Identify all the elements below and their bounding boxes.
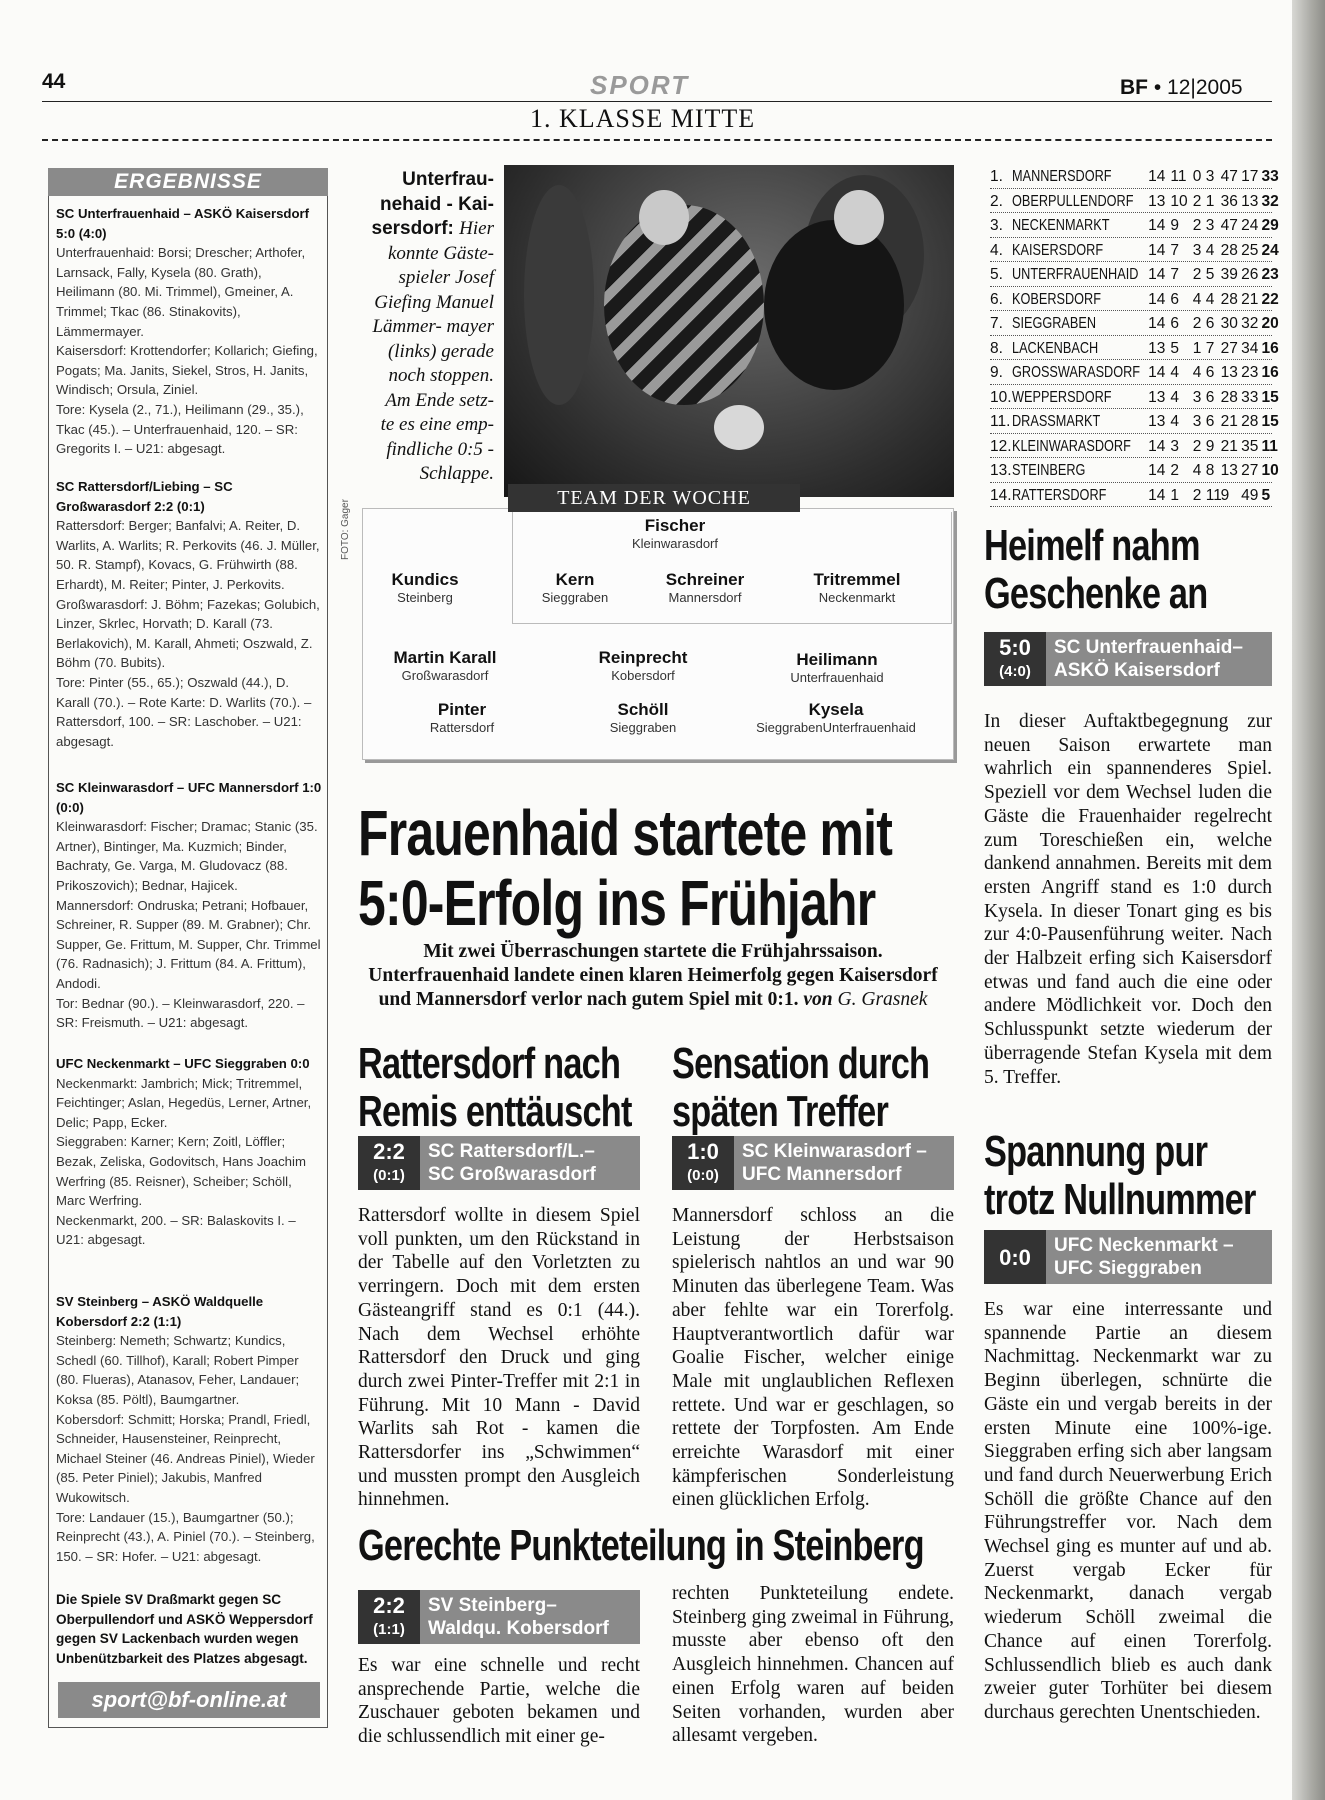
table-row [990, 262, 1279, 287]
halftime-score: (1:1) [373, 1621, 405, 1638]
lead-paragraph: Mit zwei Überraschungen startete die Frühjahrssaison. Unterfrauenhaid landete einen klaren Heimerfolg gegen Kaisersdorf und Mannersdorf verlor nach gutem Spiel mit 0:1. von G. Grasnek [368, 941, 938, 1010]
article-text-continued: rechten Punkteteilung endete. Steinberg ging zweimal in Führung, musste aber ebenso oft den Ausgleich hinnehmen. Chancen auf einen Erfolg waren auf beiden Seiten vorhanden, wurden aber allesamt vergeben. [672, 1583, 954, 1747]
article-headline: Heimelf nahm Geschenke an [984, 521, 1208, 618]
table-cell-team: UNTERFRAUENHAID [1012, 266, 1139, 283]
header-rule [42, 101, 1272, 102]
table-cell-gf: 36 [1220, 192, 1238, 210]
result-heading: SV Steinberg – ASKÖ Waldquelle Kobersdorf 2:2 (1:1) [56, 1294, 264, 1329]
table-cell-ga: 35 [1241, 437, 1259, 455]
score-bar [358, 1136, 640, 1190]
table-cell-g: 14 [1148, 437, 1166, 455]
football [714, 405, 764, 450]
table-cell-g: 14 [1148, 217, 1166, 234]
team-player: Schöll Sieggraben [609, 700, 677, 735]
halftime-score: (4:0) [999, 663, 1031, 680]
table-cell-d: 4 [1192, 462, 1202, 479]
issue-number: 12 [1167, 76, 1191, 99]
result-heading: SC Rattersdorf/Liebing – SC Großwarasdorf 2:2 (0:1) [56, 479, 233, 514]
table-row [990, 164, 1279, 189]
table-cell-ga: 49 [1241, 486, 1259, 504]
table-cell-pts: 32 [1261, 192, 1279, 210]
table-cell-team: STEINBERG [1012, 462, 1086, 479]
table-cell-d: 3 [1192, 388, 1202, 406]
match-teams: SC Kleinwarasdorf – UFC Mannersdorf [742, 1141, 927, 1185]
article-text: Es war eine interressante und spannende Partie an diesem Nachmittag. Neckenmarkt war zu Beginn überlegen, schnürte die Gäste ein und vergab bereits in der ersten Minute eine 100%-ige. Sieggraben erfing sich aber langsam und fand durch Neuerwerbung Erich Schöll die größte Chance auf den Führungstreffer vor. Nach dem Wechsel ging es munter auf und ab. Zuerst vergab Ecker für Neckenmarkt, danach vergab wiederum Schöll zweimal die Chance auf einen Torerfolg. Schlussendlich blieb es auch dank zweier guter Torhüter bei diesem durchaus gerechten Unentschieden. [984, 1299, 1272, 1723]
table-cell-w: 11 [1170, 168, 1187, 185]
team-player: Reinprecht Kobersdorf [598, 648, 688, 683]
table-cell-rank: 1. [990, 168, 1003, 185]
result-line: Kobersdorf: Schmitt; Horska; Prandl, Friedl, Schneider, Hausensteiner, Reinprecht, Michael Steiner (46. Andreas Piniel), Wieder (85. Peter Piniel); Jakubis, Manfred Wukowitsch. [56, 1411, 315, 1505]
league-subtitle: 1. KLASSE MITTE [530, 104, 756, 133]
result-line: Tor: Bednar (90.). – Kleinwarasdorf, 220. – SR: Freismuth. – U21: abgesagt. [56, 995, 305, 1031]
table-cell-team: LACKENBACH [1012, 339, 1099, 357]
player-dark-shirt [764, 220, 904, 390]
table-cell-w: 5 [1170, 339, 1180, 357]
table-cell-d: 1 [1192, 339, 1202, 357]
team-player: Tritremmel Neckenmarkt [813, 570, 901, 605]
article-text: In dieser Auftaktbegegnung zur neuen Saison erwartete man wahrlich ein spannenderes Spiel. Speziell vor dem Wechsel luden die Gäste die Frauenhaider regelrecht zum Toreschießen ein, welche dankend annahmen. Bereits mit dem ersten Angriff stand es 1:0 durch Kysela. In dieser Tonart ging es bis zur 4:0-Pausenführung weiter. Nach der Halbzeit erfing sich Kaisersdorf etwas und fand auch die eine oder andere Mödlichkeit vor. Doch den Schlusspunkt setzte wiederum der überragende Stefan Kysela mit dem 5. Treffer. [984, 711, 1272, 1088]
table-cell-d: 4 [1192, 364, 1202, 381]
player-head [834, 190, 884, 245]
table-cell-w: 3 [1170, 437, 1180, 455]
result-line: Neckenmarkt: Jambrich; Mick; Tritremmel, Feichtinger; Aslan, Hegedüs, Lerner, Artner, Delic; Papp, Ecker. [56, 1075, 312, 1130]
match-photo [504, 165, 954, 497]
page-fold-edge [1292, 0, 1325, 1800]
email-link[interactable]: sport@bf-online.at [58, 1682, 320, 1718]
table-cell-gf: 13 [1220, 364, 1238, 381]
table-cell-l: 6 [1205, 364, 1215, 381]
table-cell-l: 11 [1205, 486, 1222, 504]
player-head [639, 190, 689, 245]
table-cell-gf: 21 [1220, 437, 1238, 455]
table-row [990, 434, 1278, 459]
result-line: Kaisersdorf: Krottendorfer; Kollarich; Giefing, Pogats; Ma. Janits, Siekel, Stros, H. Janits, Windisch; Orsula, Ziniel. [56, 343, 318, 398]
table-cell-w: 6 [1170, 290, 1180, 308]
result-block [56, 477, 322, 751]
table-cell-rank: 7. [990, 315, 1003, 332]
header-dashed-rule [42, 139, 1272, 141]
table-cell-pts: 10 [1261, 462, 1279, 479]
table-cell-d: 2 [1192, 437, 1202, 455]
table-cell-ga: 21 [1241, 290, 1259, 308]
result-line: Neckenmarkt, 200. – SR: Balaskovits I. – U21: abgesagt. [56, 1212, 296, 1248]
photo-caption [368, 168, 494, 487]
table-cell-w: 2 [1170, 462, 1180, 479]
table-cell-d: 2 [1192, 192, 1202, 210]
byline-author: G. Grasnek [837, 989, 928, 1010]
match-teams: SC Rattersdorf/L.– SC Großwarasdorf [428, 1141, 596, 1185]
team-player: Pinter Rattersdorf [429, 700, 495, 735]
table-cell-pts: 16 [1261, 364, 1279, 381]
team-of-week-title: TEAM DER WOCHE [508, 484, 800, 512]
table-cell-gf: 27 [1220, 339, 1238, 357]
table-cell-l: 4 [1205, 290, 1215, 308]
table-cell-pts: 5 [1261, 486, 1271, 504]
table-cell-d: 2 [1192, 266, 1202, 283]
table-cell-gf: 28 [1220, 290, 1238, 308]
table-cell-l: 6 [1205, 388, 1215, 406]
table-cell-l: 5 [1205, 266, 1215, 283]
table-cell-l: 4 [1205, 241, 1215, 259]
score: 1:0 [687, 1139, 719, 1164]
table-cell-d: 0 [1192, 168, 1202, 185]
table-cell-ga: 25 [1241, 241, 1259, 259]
table-cell-team: KAISERSDORF [1012, 241, 1104, 259]
main-headline: Frauenhaid startete mit 5:0-Erfolg ins Frühjahr [358, 797, 893, 939]
result-line: Rattersdorf: Berger; Banfalvi; A. Reiter, D. Warlits, A. Warlits; R. Perkovits (46. J. Müller, 50. R. Stampf), Kovacs, G. Frühwirth (88. Erhardt), M. Reiter; Pinter, J. Perkovits. [56, 518, 320, 592]
table-cell-gf: 13 [1220, 462, 1238, 479]
team-player: Martin Karall Großwarasdorf [393, 648, 497, 683]
table-cell-g: 14 [1148, 486, 1166, 504]
table-cell-gf: 47 [1220, 168, 1238, 185]
result-block [56, 778, 322, 1033]
result-line: Kleinwarasdorf: Fischer; Dramac; Stanic (35. Artner), Bintinger, Ma. Kuzmich; Binder, Bachraty, Ge. Varga, M. Gludovacz (88. Prikoszovich); Bednar, Hajicek. [56, 819, 318, 893]
table-cell-pts: 23 [1261, 266, 1279, 283]
table-cell-l: 6 [1205, 315, 1215, 332]
page-number: 44 [42, 70, 66, 93]
table-cell-d: 4 [1192, 290, 1202, 308]
table-cell-team: NECKENMARKT [1012, 217, 1110, 234]
table-row [990, 336, 1279, 361]
table-cell-rank: 8. [990, 339, 1003, 357]
team-player: Kern Sieggraben [541, 570, 609, 605]
table-cell-g: 14 [1148, 315, 1166, 332]
table-cell-g: 13 [1148, 339, 1166, 357]
player-striped-shirt [604, 205, 764, 405]
table-cell-gf: 47 [1220, 217, 1238, 234]
table-cell-rank: 14. [990, 486, 1012, 504]
table-cell-team: RATTERSDORF [1012, 486, 1107, 504]
table-cell-team: KLEINWARASDORF [1012, 437, 1132, 455]
score: 2:2 [373, 1593, 405, 1618]
score-bar [984, 632, 1272, 686]
table-cell-ga: 32 [1241, 315, 1259, 332]
team-player: Fischer Kleinwarasdorf [632, 516, 718, 551]
table-row [990, 385, 1279, 410]
article-headline: Spannung pur trotz Nullnummer [984, 1127, 1256, 1224]
table-cell-rank: 4. [990, 241, 1003, 259]
score-bar [358, 1590, 640, 1644]
match-teams: SV Steinberg– Waldqu. Kobersdorf [428, 1595, 609, 1639]
caption-text: Hier konnte Gäste- spieler Josef Giefing Manuel Lämmer- mayer (links) gerade noch stoppen. Am Ende setz- te es eine emp- findliche 0:5 - Schlappe. [372, 218, 494, 484]
table-row [990, 458, 1279, 483]
table-cell-pts: 24 [1261, 241, 1279, 259]
table-cell-d: 2 [1192, 217, 1202, 234]
article-headline: Sensation durch späten Treffer [672, 1039, 930, 1136]
team-player: Kundics Steinberg [391, 570, 459, 605]
result-line: Unterfrauenhaid: Borsi; Drescher; Arthofer, Larnsack, Fally, Kysela (80. Grath), Heilimann (80. Mi. Trimmel), Gmeiner, A. Trimmel; Tkac (86. Stinakovits), Lämmermayer. [56, 245, 306, 339]
table-cell-g: 14 [1148, 168, 1166, 185]
table-cell-ga: 23 [1241, 364, 1259, 381]
halftime-score: (0:0) [687, 1167, 719, 1184]
table-row [990, 409, 1279, 434]
issue-label: BF • 12|2005 [1120, 76, 1243, 99]
table-cell-w: 7 [1170, 241, 1180, 259]
table-cell-team: OBERPULLENDORF [1012, 192, 1134, 210]
section-title: SPORT [590, 70, 690, 100]
table-cell-g: 13 [1148, 192, 1166, 210]
league-table [990, 164, 1279, 507]
table-cell-ga: 27 [1241, 462, 1259, 479]
table-cell-team: KOBERSDORF [1012, 290, 1102, 308]
table-cell-ga: 28 [1241, 413, 1259, 430]
table-cell-g: 14 [1148, 364, 1166, 381]
table-row [990, 189, 1279, 214]
issue-year: 2005 [1195, 76, 1243, 99]
table-cell-w: 10 [1170, 192, 1188, 210]
cancellation-note: Die Spiele SV Draßmarkt gegen SC Oberpullendorf und ASKÖ Weppersdorf gegen SV Lackenbach wurden wegen Unbenützbarkeit des Platzes abgesagt. [56, 1592, 313, 1666]
table-cell-pts: 11 [1261, 437, 1278, 455]
table-cell-l: 9 [1205, 437, 1215, 455]
table-cell-d: 3 [1192, 413, 1202, 430]
table-cell-ga: 17 [1241, 168, 1259, 185]
table-cell-pts: 22 [1261, 290, 1279, 308]
team-player: Heilimann Unterfrauenhaid [790, 650, 884, 685]
table-cell-rank: 2. [990, 192, 1003, 210]
table-cell-ga: 33 [1241, 388, 1259, 406]
team-player: Schreiner Mannersdorf [665, 570, 745, 605]
table-cell-gf: 9 [1220, 486, 1230, 504]
result-line: Steinberg: Nemeth; Schwartz; Kundics, Schedl (60. Tillhof), Karall; Robert Pimper (80. Flueras), Atanasov, Feher, Landauer; Koksa (85. Pöltl), Baumgartner. [56, 1333, 300, 1407]
table-cell-rank: 13. [990, 462, 1012, 479]
table-cell-pts: 20 [1261, 315, 1279, 332]
table-cell-rank: 3. [990, 217, 1003, 234]
table-cell-rank: 11. [990, 413, 1011, 430]
table-cell-gf: 30 [1220, 315, 1238, 332]
table-cell-d: 2 [1192, 486, 1202, 504]
result-line: Tore: Kysela (2., 71.), Heilimann (29., 35.), Tkac (45.). – Unterfrauenhaid, 120. – SR: Gregorits I. – U21: abgesagt. [56, 401, 304, 457]
halftime-score: (0:1) [373, 1167, 405, 1184]
table-cell-d: 2 [1192, 315, 1202, 332]
table-row [990, 360, 1279, 385]
table-cell-l: 7 [1205, 339, 1215, 357]
table-row [990, 483, 1272, 508]
table-row [990, 311, 1279, 336]
photo-credit: FOTO: Gager [340, 499, 351, 560]
match-teams: SC Unterfrauenhaid– ASKÖ Kaisersdorf [1054, 637, 1243, 681]
table-cell-pts: 15 [1261, 388, 1279, 406]
table-cell-ga: 26 [1241, 266, 1259, 283]
table-cell-rank: 9. [990, 364, 1003, 381]
paper-name: BF [1120, 76, 1148, 99]
table-cell-team: SIEGGRABEN [1012, 315, 1097, 332]
table-cell-g: 13 [1148, 413, 1166, 430]
table-cell-pts: 16 [1261, 339, 1279, 357]
result-block [56, 1292, 322, 1566]
result-line: Tore: Landauer (15.), Baumgartner (50.); Reinprecht (43.), A. Piniel (70.). – Steinberg, 150. – SR: Hofer. – U21: abgesagt. [56, 1509, 315, 1564]
table-cell-team: WEPPERSDORF [1012, 388, 1112, 406]
table-cell-gf: 28 [1220, 241, 1238, 259]
article-text: Mannersdorf schloss an die Leistung der Herbstsaison spielerisch nahtlos an und war 90 Minuten das überlegene Team. Was aber fehlte war ein Torerfolg. Hauptverantwortlich dafür war Goalie Fischer, welcher einige Male mit unglaublichen Reflexen rettete. Und war er geschlagen, so rettete der Torpfosten. Am Ende erreichte Warasdorf mit einer kämpferischen Sonderleistung einen glücklichen Erfolg. [672, 1205, 954, 1511]
article-text: Es war eine schnelle und recht ansprechende Partie, welche die Zuschauer geboten bekamen und die schlussendlich mit einer ge- [358, 1655, 640, 1748]
table-cell-w: 1 [1170, 486, 1180, 504]
table-row [990, 213, 1279, 238]
table-cell-gf: 21 [1220, 413, 1238, 430]
result-heading: SC Unterfrauenhaid – ASKÖ Kaisersdorf 5:0 (4:0) [56, 206, 310, 241]
score-bar [984, 1230, 1272, 1284]
caption-bold: Unterfrau- nehaid - Kai- sersdorf: [371, 169, 494, 239]
table-cell-rank: 12. [990, 437, 1012, 455]
score-bar [672, 1136, 954, 1190]
score: 0:0 [999, 1245, 1031, 1270]
table-cell-w: 4 [1170, 364, 1180, 381]
table-cell-g: 13 [1148, 388, 1166, 406]
result-line: Sieggraben: Karner; Kern; Zoitl, Löffler; Bezak, Zeliska, Godovitsch, Hans Joachim Werfring (85. Reisner), Scheiber; Schöll, Marc Werfring. [56, 1134, 306, 1209]
match-teams: UFC Neckenmarkt – UFC Sieggraben [1054, 1235, 1234, 1279]
table-cell-pts: 29 [1261, 217, 1279, 234]
table-cell-rank: 5. [990, 266, 1003, 283]
table-cell-g: 14 [1148, 241, 1166, 259]
table-cell-g: 14 [1148, 462, 1166, 479]
result-line: Tore: Pinter (55., 65.); Oszwald (44.), D. Karall (70.). – Rote Karte: D. Warlits (70.). – Rattersdorf, 100. – SR: Laschober. – U21: abgesagt. [56, 674, 312, 749]
table-cell-w: 7 [1170, 266, 1180, 283]
table-cell-w: 4 [1170, 413, 1180, 430]
table-cell-d: 3 [1192, 241, 1202, 259]
table-cell-w: 4 [1170, 388, 1180, 406]
result-block [56, 1054, 322, 1250]
table-cell-team: GROSSWARASDORF [1012, 364, 1141, 381]
table-cell-team: MANNERSDORF [1012, 168, 1112, 185]
crowd-figure [524, 185, 594, 405]
table-row [990, 287, 1279, 312]
table-cell-l: 3 [1205, 168, 1215, 185]
table-cell-ga: 34 [1241, 339, 1259, 357]
score: 2:2 [373, 1139, 405, 1164]
table-cell-l: 1 [1205, 192, 1215, 210]
table-cell-l: 3 [1205, 217, 1215, 234]
table-cell-pts: 15 [1261, 413, 1279, 430]
team-player: Kysela SieggrabenUnterfrauenhaid [756, 700, 916, 735]
result-heading: SC Kleinwarasdorf – UFC Mannersdorf 1:0 (0:0) [56, 780, 322, 815]
table-cell-rank: 10. [990, 388, 1012, 406]
score: 5:0 [999, 635, 1031, 660]
table-cell-g: 14 [1148, 266, 1166, 283]
table-row [990, 238, 1279, 263]
table-cell-w: 6 [1170, 315, 1180, 332]
result-line: Großwarasdorf: J. Böhm; Fazekas; Golubich, Linzer, Skrlec, Horvath; D. Karall (73. Berlakovich), M. Karall, Ahmeti; Oszwald, Z. Böhm (70. Bubits). [56, 596, 320, 671]
table-cell-pts: 33 [1261, 168, 1279, 185]
table-cell-l: 8 [1205, 462, 1215, 479]
table-cell-l: 6 [1205, 413, 1215, 430]
table-cell-rank: 6. [990, 290, 1003, 308]
table-cell-ga: 13 [1241, 192, 1259, 210]
result-heading: UFC Neckenmarkt – UFC Sieggraben 0:0 [56, 1056, 310, 1071]
table-cell-ga: 24 [1241, 217, 1259, 234]
article-text: Rattersdorf wollte in diesem Spiel voll punkten, um den Rückstand in der Tabelle auf den Vorletzten zu verringern. Doch mit dem ersten Gästeangriff stand es 0:1 (44.). Nach dem Wechsel erhöhte Rattersdorf den Druck und ging durch zwei Pinter-Treffer mit 2:1 in Führung. Mit 10 Mann - David Warlits sah Rot - kamen die Rattersdorfer ins „Schwimmen“ und mussten prompt den Ausgleich hinnehmen. [358, 1205, 640, 1511]
article-headline: Gerechte Punkteteilung in Steinberg [358, 1521, 924, 1570]
article-headline: Rattersdorf nach Remis enttäuscht [358, 1039, 632, 1136]
table-cell-gf: 28 [1220, 388, 1238, 406]
table-cell-w: 9 [1170, 217, 1180, 234]
results-title: ERGEBNISSE [48, 168, 328, 196]
table-cell-gf: 39 [1220, 266, 1238, 283]
result-line: Mannersdorf: Ondruska; Petrani; Hofbauer, Schreiner, R. Supper (89. M. Grabner); Chr. Supper, Ge. Frittum, M. Supper, Chr. Trimmel (76. Radnasich); J. Frittum (84. A. Frittum), Andodi. [56, 897, 321, 991]
table-cell-g: 14 [1148, 290, 1166, 308]
result-block [56, 204, 322, 459]
table-cell-team: DRASSMARKT [1012, 413, 1101, 430]
